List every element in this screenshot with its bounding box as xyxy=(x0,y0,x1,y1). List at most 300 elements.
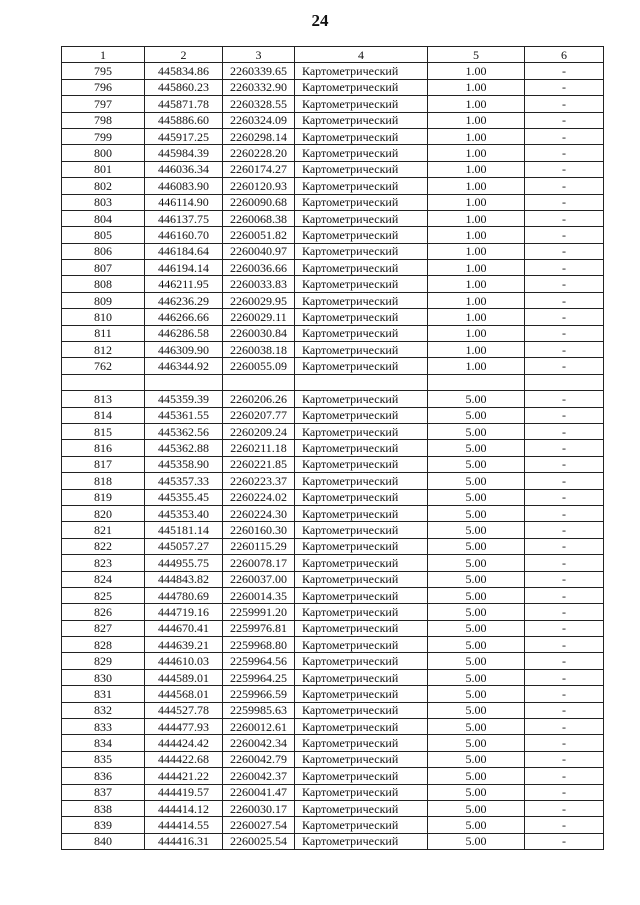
x-coordinate-cell: 445362.56 xyxy=(145,423,223,439)
point-number-cell: 818 xyxy=(62,473,145,489)
note-cell: - xyxy=(525,538,604,554)
note-cell: - xyxy=(525,735,604,751)
note-cell: - xyxy=(525,456,604,472)
table-row xyxy=(62,96,604,112)
note-cell: - xyxy=(525,473,604,489)
note-cell: - xyxy=(525,309,604,325)
x-coordinate-cell: 446114.90 xyxy=(145,194,223,210)
point-number-cell: 828 xyxy=(62,637,145,653)
x-coordinate-cell: 444424.42 xyxy=(145,735,223,751)
method-cell: Картометрический xyxy=(295,194,428,210)
point-number-cell: 838 xyxy=(62,800,145,816)
table-row xyxy=(62,440,604,456)
method-cell: Картометрический xyxy=(295,112,428,128)
table-row xyxy=(62,374,604,390)
x-coordinate-cell: 445355.45 xyxy=(145,489,223,505)
point-number-cell: 830 xyxy=(62,669,145,685)
x-coordinate-cell: 446309.90 xyxy=(145,342,223,358)
point-number-cell: 810 xyxy=(62,309,145,325)
point-number-cell: 824 xyxy=(62,571,145,587)
y-coordinate-cell: 2260038.18 xyxy=(223,342,295,358)
x-coordinate-cell: 446036.34 xyxy=(145,161,223,177)
method-cell: Картометрический xyxy=(295,79,428,95)
method-cell: Картометрический xyxy=(295,555,428,571)
accuracy-cell: 5.00 xyxy=(428,555,525,571)
accuracy-cell: 1.00 xyxy=(428,325,525,341)
note-cell: - xyxy=(525,833,604,849)
y-coordinate-cell: 2259991.20 xyxy=(223,604,295,620)
accuracy-cell: 5.00 xyxy=(428,440,525,456)
method-cell: Картометрический xyxy=(295,325,428,341)
x-coordinate-cell: 444421.22 xyxy=(145,768,223,784)
point-number-cell: 816 xyxy=(62,440,145,456)
column-header: 4 xyxy=(295,47,428,63)
table-row xyxy=(62,210,604,226)
note-cell: - xyxy=(525,358,604,374)
y-coordinate-cell: 2260033.83 xyxy=(223,276,295,292)
x-coordinate-cell: 444955.75 xyxy=(145,555,223,571)
accuracy-cell: 5.00 xyxy=(428,505,525,521)
x-coordinate-cell: 446184.64 xyxy=(145,243,223,259)
method-cell: Картометрический xyxy=(295,784,428,800)
x-coordinate-cell: 445886.60 xyxy=(145,112,223,128)
method-cell: Картометрический xyxy=(295,96,428,112)
note-cell: - xyxy=(525,161,604,177)
point-number-cell: 812 xyxy=(62,342,145,358)
table-row xyxy=(62,669,604,685)
x-coordinate-cell: 445357.33 xyxy=(145,473,223,489)
table-row xyxy=(62,325,604,341)
method-cell: Картометрический xyxy=(295,407,428,423)
note-cell: - xyxy=(525,555,604,571)
y-coordinate-cell: 2260068.38 xyxy=(223,210,295,226)
method-cell: Картометрический xyxy=(295,719,428,735)
accuracy-cell: 5.00 xyxy=(428,489,525,505)
y-coordinate-cell: 2260160.30 xyxy=(223,522,295,538)
accuracy-cell: 1.00 xyxy=(428,342,525,358)
note-cell: - xyxy=(525,292,604,308)
method-cell: Картометрический xyxy=(295,604,428,620)
point-number-cell: 820 xyxy=(62,505,145,521)
y-coordinate-cell: 2260120.93 xyxy=(223,178,295,194)
x-coordinate-cell: 444422.68 xyxy=(145,751,223,767)
table-row xyxy=(62,768,604,784)
method-cell: Картометрический xyxy=(295,456,428,472)
table-row xyxy=(62,522,604,538)
accuracy-cell: 1.00 xyxy=(428,309,525,325)
accuracy-cell: 5.00 xyxy=(428,571,525,587)
method-cell: Картометрический xyxy=(295,686,428,702)
y-coordinate-cell: 2259985.63 xyxy=(223,702,295,718)
y-coordinate-cell: 2260211.18 xyxy=(223,440,295,456)
point-number-cell: 809 xyxy=(62,292,145,308)
y-coordinate-cell: 2260025.54 xyxy=(223,833,295,849)
y-coordinate-cell: 2260328.55 xyxy=(223,96,295,112)
coordinates-table xyxy=(61,46,604,850)
point-number-cell: 796 xyxy=(62,79,145,95)
column-header: 2 xyxy=(145,47,223,63)
y-coordinate-cell: 2260042.79 xyxy=(223,751,295,767)
table-row xyxy=(62,620,604,636)
note-cell: - xyxy=(525,686,604,702)
table-row xyxy=(62,194,604,210)
y-coordinate-cell: 2260339.65 xyxy=(223,63,295,79)
table-row xyxy=(62,407,604,423)
table-row xyxy=(62,833,604,849)
table-row xyxy=(62,505,604,521)
y-coordinate-cell: 2260324.09 xyxy=(223,112,295,128)
y-coordinate-cell: 2260298.14 xyxy=(223,128,295,144)
table-row xyxy=(62,702,604,718)
method-cell: Картометрический xyxy=(295,423,428,439)
x-coordinate-cell: 446344.92 xyxy=(145,358,223,374)
method-cell: Картометрический xyxy=(295,735,428,751)
accuracy-cell: 5.00 xyxy=(428,587,525,603)
note-cell: - xyxy=(525,637,604,653)
table-row xyxy=(62,178,604,194)
x-coordinate-cell: 444670.41 xyxy=(145,620,223,636)
accuracy-cell: 5.00 xyxy=(428,669,525,685)
note-cell: - xyxy=(525,407,604,423)
point-number-cell: 839 xyxy=(62,817,145,833)
point-number-cell: 833 xyxy=(62,719,145,735)
point-number-cell: 795 xyxy=(62,63,145,79)
accuracy-cell: 1.00 xyxy=(428,276,525,292)
y-coordinate-cell: 2260029.11 xyxy=(223,309,295,325)
accuracy-cell: 5.00 xyxy=(428,407,525,423)
table-row xyxy=(62,637,604,653)
note-cell: - xyxy=(525,719,604,735)
table-row xyxy=(62,423,604,439)
point-number-cell: 829 xyxy=(62,653,145,669)
note-cell: - xyxy=(525,702,604,718)
x-coordinate-cell: 445860.23 xyxy=(145,79,223,95)
column-header: 1 xyxy=(62,47,145,63)
point-number-cell: 822 xyxy=(62,538,145,554)
method-cell xyxy=(295,374,428,390)
note-cell: - xyxy=(525,391,604,407)
y-coordinate-cell: 2260040.97 xyxy=(223,243,295,259)
table-row xyxy=(62,309,604,325)
accuracy-cell: 5.00 xyxy=(428,604,525,620)
method-cell: Картометрический xyxy=(295,63,428,79)
method-cell: Картометрический xyxy=(295,800,428,816)
x-coordinate-cell: 444780.69 xyxy=(145,587,223,603)
point-number-cell: 834 xyxy=(62,735,145,751)
x-coordinate-cell: 444639.21 xyxy=(145,637,223,653)
table-row xyxy=(62,489,604,505)
table-row xyxy=(62,473,604,489)
x-coordinate-cell: 445181.14 xyxy=(145,522,223,538)
table-row xyxy=(62,260,604,276)
method-cell: Картометрический xyxy=(295,178,428,194)
accuracy-cell: 1.00 xyxy=(428,161,525,177)
note-cell: - xyxy=(525,178,604,194)
method-cell: Картометрический xyxy=(295,473,428,489)
point-number-cell: 840 xyxy=(62,833,145,849)
accuracy-cell: 1.00 xyxy=(428,194,525,210)
note-cell: - xyxy=(525,276,604,292)
y-coordinate-cell: 2260041.47 xyxy=(223,784,295,800)
accuracy-cell: 1.00 xyxy=(428,210,525,226)
point-number-cell: 802 xyxy=(62,178,145,194)
accuracy-cell: 1.00 xyxy=(428,227,525,243)
method-cell: Картометрический xyxy=(295,489,428,505)
y-coordinate-cell: 2260221.85 xyxy=(223,456,295,472)
page-number: 24 xyxy=(311,11,329,30)
method-cell: Картометрический xyxy=(295,358,428,374)
y-coordinate-cell: 2260224.30 xyxy=(223,505,295,521)
point-number-cell: 762 xyxy=(62,358,145,374)
point-number-cell: 826 xyxy=(62,604,145,620)
y-coordinate-cell: 2259964.56 xyxy=(223,653,295,669)
y-coordinate-cell: 2260078.17 xyxy=(223,555,295,571)
accuracy-cell: 1.00 xyxy=(428,243,525,259)
accuracy-cell: 5.00 xyxy=(428,653,525,669)
method-cell: Картометрический xyxy=(295,653,428,669)
x-coordinate-cell: 445362.88 xyxy=(145,440,223,456)
accuracy-cell: 5.00 xyxy=(428,391,525,407)
x-coordinate-cell: 444589.01 xyxy=(145,669,223,685)
note-cell: - xyxy=(525,784,604,800)
table-row xyxy=(62,145,604,161)
point-number-cell: 811 xyxy=(62,325,145,341)
y-coordinate-cell: 2260042.34 xyxy=(223,735,295,751)
table-row xyxy=(62,342,604,358)
method-cell: Картометрический xyxy=(295,243,428,259)
x-coordinate-cell: 444419.57 xyxy=(145,784,223,800)
y-coordinate-cell: 2260030.17 xyxy=(223,800,295,816)
method-cell: Картометрический xyxy=(295,620,428,636)
accuracy-cell xyxy=(428,374,525,390)
column-header: 6 xyxy=(525,47,604,63)
y-coordinate-cell: 2260223.37 xyxy=(223,473,295,489)
note-cell xyxy=(525,374,604,390)
point-number-cell: 827 xyxy=(62,620,145,636)
note-cell: - xyxy=(525,768,604,784)
table-row xyxy=(62,604,604,620)
table-row xyxy=(62,538,604,554)
x-coordinate-cell: 446211.95 xyxy=(145,276,223,292)
note-cell: - xyxy=(525,112,604,128)
x-coordinate-cell: 444477.93 xyxy=(145,719,223,735)
method-cell: Картометрический xyxy=(295,587,428,603)
point-number-cell: 821 xyxy=(62,522,145,538)
y-coordinate-cell: 2260209.24 xyxy=(223,423,295,439)
point-number-cell: 804 xyxy=(62,210,145,226)
x-coordinate-cell: 445834.86 xyxy=(145,63,223,79)
method-cell: Картометрический xyxy=(295,145,428,161)
method-cell: Картометрический xyxy=(295,128,428,144)
table-row xyxy=(62,63,604,79)
x-coordinate-cell: 446286.58 xyxy=(145,325,223,341)
table-row xyxy=(62,456,604,472)
x-coordinate-cell: 444610.03 xyxy=(145,653,223,669)
y-coordinate-cell: 2260228.20 xyxy=(223,145,295,161)
point-number-cell: 801 xyxy=(62,161,145,177)
table-row xyxy=(62,751,604,767)
table-row xyxy=(62,817,604,833)
table-row xyxy=(62,686,604,702)
note-cell: - xyxy=(525,817,604,833)
accuracy-cell: 5.00 xyxy=(428,817,525,833)
accuracy-cell: 5.00 xyxy=(428,686,525,702)
note-cell: - xyxy=(525,243,604,259)
x-coordinate-cell: 446194.14 xyxy=(145,260,223,276)
note-cell: - xyxy=(525,604,604,620)
note-cell: - xyxy=(525,128,604,144)
x-coordinate-cell: 445917.25 xyxy=(145,128,223,144)
y-coordinate-cell: 2260115.29 xyxy=(223,538,295,554)
note-cell: - xyxy=(525,489,604,505)
x-coordinate-cell: 445358.90 xyxy=(145,456,223,472)
y-coordinate-cell: 2260206.26 xyxy=(223,391,295,407)
table-row xyxy=(62,800,604,816)
method-cell: Картометрический xyxy=(295,227,428,243)
note-cell: - xyxy=(525,96,604,112)
x-coordinate-cell: 444719.16 xyxy=(145,604,223,620)
table-row xyxy=(62,112,604,128)
accuracy-cell: 5.00 xyxy=(428,620,525,636)
accuracy-cell: 1.00 xyxy=(428,145,525,161)
point-number-cell: 803 xyxy=(62,194,145,210)
accuracy-cell: 1.00 xyxy=(428,79,525,95)
accuracy-cell: 5.00 xyxy=(428,784,525,800)
point-number-cell: 799 xyxy=(62,128,145,144)
method-cell: Картометрический xyxy=(295,292,428,308)
accuracy-cell: 5.00 xyxy=(428,751,525,767)
x-coordinate-cell: 444416.31 xyxy=(145,833,223,849)
accuracy-cell: 5.00 xyxy=(428,637,525,653)
note-cell: - xyxy=(525,79,604,95)
accuracy-cell: 5.00 xyxy=(428,719,525,735)
x-coordinate-cell: 445359.39 xyxy=(145,391,223,407)
y-coordinate-cell: 2259976.81 xyxy=(223,620,295,636)
x-coordinate-cell: 444527.78 xyxy=(145,702,223,718)
x-coordinate-cell: 445361.55 xyxy=(145,407,223,423)
note-cell: - xyxy=(525,587,604,603)
point-number-cell: 817 xyxy=(62,456,145,472)
x-coordinate-cell: 446137.75 xyxy=(145,210,223,226)
note-cell: - xyxy=(525,505,604,521)
accuracy-cell: 1.00 xyxy=(428,112,525,128)
x-coordinate-cell: 444414.12 xyxy=(145,800,223,816)
accuracy-cell: 1.00 xyxy=(428,178,525,194)
x-coordinate-cell: 445871.78 xyxy=(145,96,223,112)
method-cell: Картометрический xyxy=(295,342,428,358)
accuracy-cell: 1.00 xyxy=(428,260,525,276)
method-cell: Картометрический xyxy=(295,817,428,833)
method-cell: Картометрический xyxy=(295,833,428,849)
note-cell: - xyxy=(525,325,604,341)
accuracy-cell: 1.00 xyxy=(428,292,525,308)
y-coordinate-cell: 2260224.02 xyxy=(223,489,295,505)
note-cell: - xyxy=(525,751,604,767)
x-coordinate-cell: 446160.70 xyxy=(145,227,223,243)
y-coordinate-cell: 2260036.66 xyxy=(223,260,295,276)
table-row xyxy=(62,719,604,735)
accuracy-cell: 5.00 xyxy=(428,833,525,849)
y-coordinate-cell: 2260042.37 xyxy=(223,768,295,784)
point-number-cell: 813 xyxy=(62,391,145,407)
y-coordinate-cell: 2260090.68 xyxy=(223,194,295,210)
point-number-cell: 798 xyxy=(62,112,145,128)
method-cell: Картометрический xyxy=(295,440,428,456)
x-coordinate-cell: 444843.82 xyxy=(145,571,223,587)
method-cell: Картометрический xyxy=(295,538,428,554)
y-coordinate-cell xyxy=(223,374,295,390)
note-cell: - xyxy=(525,210,604,226)
accuracy-cell: 5.00 xyxy=(428,538,525,554)
x-coordinate-cell: 446083.90 xyxy=(145,178,223,194)
note-cell: - xyxy=(525,227,604,243)
y-coordinate-cell: 2260027.54 xyxy=(223,817,295,833)
method-cell: Картометрический xyxy=(295,522,428,538)
table-row xyxy=(62,653,604,669)
point-number-cell xyxy=(62,374,145,390)
accuracy-cell: 5.00 xyxy=(428,473,525,489)
method-cell: Картометрический xyxy=(295,391,428,407)
note-cell: - xyxy=(525,63,604,79)
table-row xyxy=(62,161,604,177)
column-header: 3 xyxy=(223,47,295,63)
table-row xyxy=(62,391,604,407)
y-coordinate-cell: 2259968.80 xyxy=(223,637,295,653)
note-cell: - xyxy=(525,522,604,538)
accuracy-cell: 5.00 xyxy=(428,768,525,784)
y-coordinate-cell: 2260055.09 xyxy=(223,358,295,374)
x-coordinate-cell: 444568.01 xyxy=(145,686,223,702)
method-cell: Картометрический xyxy=(295,260,428,276)
note-cell: - xyxy=(525,669,604,685)
accuracy-cell: 1.00 xyxy=(428,358,525,374)
note-cell: - xyxy=(525,571,604,587)
method-cell: Картометрический xyxy=(295,309,428,325)
accuracy-cell: 5.00 xyxy=(428,522,525,538)
y-coordinate-cell: 2260207.77 xyxy=(223,407,295,423)
y-coordinate-cell: 2260332.90 xyxy=(223,79,295,95)
note-cell: - xyxy=(525,260,604,276)
y-coordinate-cell: 2259966.59 xyxy=(223,686,295,702)
note-cell: - xyxy=(525,800,604,816)
point-number-cell: 805 xyxy=(62,227,145,243)
y-coordinate-cell: 2260037.00 xyxy=(223,571,295,587)
point-number-cell: 823 xyxy=(62,555,145,571)
y-coordinate-cell: 2260029.95 xyxy=(223,292,295,308)
x-coordinate-cell: 446266.66 xyxy=(145,309,223,325)
method-cell: Картометрический xyxy=(295,702,428,718)
method-cell: Картометрический xyxy=(295,751,428,767)
point-number-cell: 835 xyxy=(62,751,145,767)
point-number-cell: 831 xyxy=(62,686,145,702)
point-number-cell: 806 xyxy=(62,243,145,259)
point-number-cell: 797 xyxy=(62,96,145,112)
table-row xyxy=(62,555,604,571)
x-coordinate-cell: 445057.27 xyxy=(145,538,223,554)
y-coordinate-cell: 2260014.35 xyxy=(223,587,295,603)
table-row xyxy=(62,735,604,751)
table-row xyxy=(62,79,604,95)
note-cell: - xyxy=(525,440,604,456)
table-header-row xyxy=(62,47,604,63)
point-number-cell: 825 xyxy=(62,587,145,603)
y-coordinate-cell: 2260174.27 xyxy=(223,161,295,177)
point-number-cell: 814 xyxy=(62,407,145,423)
point-number-cell: 807 xyxy=(62,260,145,276)
point-number-cell: 819 xyxy=(62,489,145,505)
point-number-cell: 815 xyxy=(62,423,145,439)
table-row xyxy=(62,227,604,243)
